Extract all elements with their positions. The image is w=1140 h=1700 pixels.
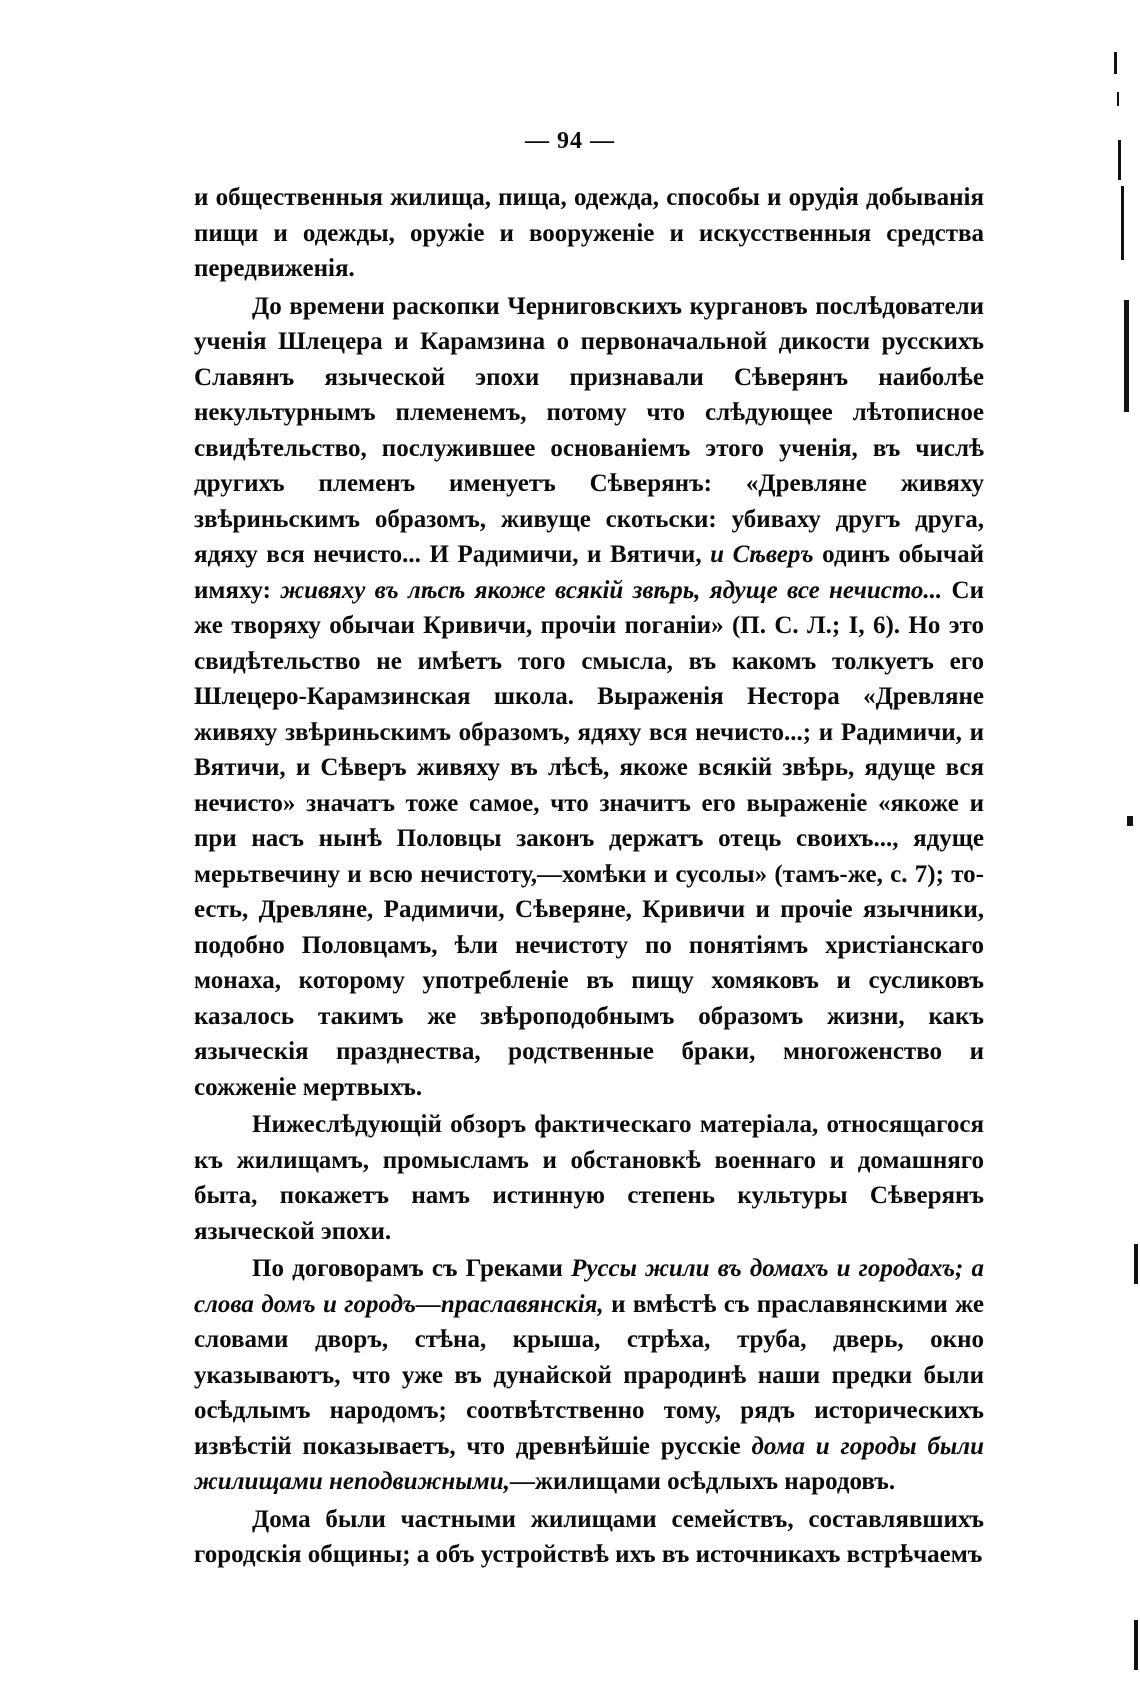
paragraph <box>194 1251 984 1500</box>
italic-text-run: дома и городы были жилищами неподвижными, <box>194 1432 984 1495</box>
scan-artifact <box>1117 92 1119 106</box>
italic-text-run: и Сѣверъ <box>710 541 814 568</box>
italic-text-run: Руссы жили въ домахъ и городахъ; а слова домъ и городъ—праславянскія, <box>194 1255 985 1318</box>
scan-artifact <box>1134 1620 1138 1670</box>
scan-artifact <box>1127 816 1133 826</box>
text-run: Нижеслѣдующій обзоръ фактическаго матеріала, относящагося къ жилищамъ, промысламъ и обстановкѣ военнаго и домашняго быта, покажетъ намъ истинную степень культуры Сѣверянъ языческой эпохи. <box>194 1111 984 1245</box>
scan-artifact <box>1118 140 1121 180</box>
text-run: и общественныя жилища, пища, одежда, способы и орудія добыванія пищи и одежды, оружіе и вооруженіе и искусственныя средства передвиженія. <box>194 184 984 282</box>
text-run: До времени раскопки Черниговскихъ кургановъ послѣдователи ученія Шлецера и Карамзина о первоначальной дикости русскихъ Славянъ языческой эпохи признавали Сѣверянъ наиболѣе некультурнымъ племенемъ, потому что слѣдующее лѣтописное свидѣтельство, послужившее основаніемъ этого ученія, въ числѣ другихъ племенъ именуетъ Сѣверянъ: «Древляне живяху звѣриньскимъ образомъ, живуще скотьски: убиваху другъ друга, ядяху вся нечисто... И Радимичи, и Вятичи, <box>194 292 984 568</box>
scan-artifact <box>1121 186 1124 260</box>
scan-artifact <box>1134 1244 1138 1284</box>
text-run: одинъ обычай имяху: <box>194 541 984 604</box>
scan-artifact <box>1114 52 1117 74</box>
page-number: — 94 — <box>525 128 615 154</box>
text-run: По договорамъ съ Греками <box>252 1255 572 1282</box>
text-run: —жилищами осѣдлыхъ народовъ. <box>509 1468 896 1495</box>
paragraph <box>194 180 984 287</box>
text-run: и вмѣстѣ съ праславянскими же словами дворъ, стѣна, крыша, стрѣха, труба, дверь, окно указываютъ, что уже въ дунайской прародинѣ наши предки были осѣдлымъ народомъ; соотвѣтственно тому, рядъ историческихъ извѣстій показываетъ, что древнѣйшіе русскіе <box>194 1290 984 1460</box>
text-run: Дома были частными жилищами семействъ, составлявшихъ городскія общины; а объ устройствѣ ихъ въ источникахъ встрѣчаемъ <box>194 1505 984 1568</box>
paragraph <box>194 289 984 1106</box>
paragraph <box>194 1502 984 1573</box>
text-run: Си же творяху обычаи Кривичи, прочіи поганіи» (П. С. Л.; I, 6). Но это свидѣтельство не имѣетъ того смысла, въ какомъ толкуетъ его Шлецеро-Карамзинская школа. Выраженія Нестора «Древляне живяху звѣриньскимъ образомъ, ядяху вся нечисто...; и Радимичи, и Вятичи, и Сѣверъ живяху въ лѣсѣ, якоже всякій звѣрь, ядуще вся нечисто» значатъ тоже самое, что значитъ его выраженіе «якоже и при насъ нынѣ Половцы законъ держатъ отець своихъ..., ядуще мерьтвечину и всю нечистоту,—хомѣки и сусолы» (тамъ-же, с. 7); то-есть, Древляне, Радимичи, Сѣверяне, Кривичи и прочіе язычники, подобно Половцамъ, ѣли нечистоту по понятіямъ христіанскаго монаха, которому употребленіе въ пищу хомяковъ и сусликовъ казалось такимъ же звѣроподобнымъ образомъ жизни, какъ языческія празднества, родственные браки, многоженство и сожженіе мертвыхъ. <box>194 576 984 1101</box>
body-text <box>194 180 984 1573</box>
paragraph <box>194 1107 984 1249</box>
scan-artifact <box>1124 300 1129 412</box>
italic-text-run: живяху въ лѣсѣ якоже всякій звѣрь, ядуще все нечисто... <box>280 576 943 604</box>
